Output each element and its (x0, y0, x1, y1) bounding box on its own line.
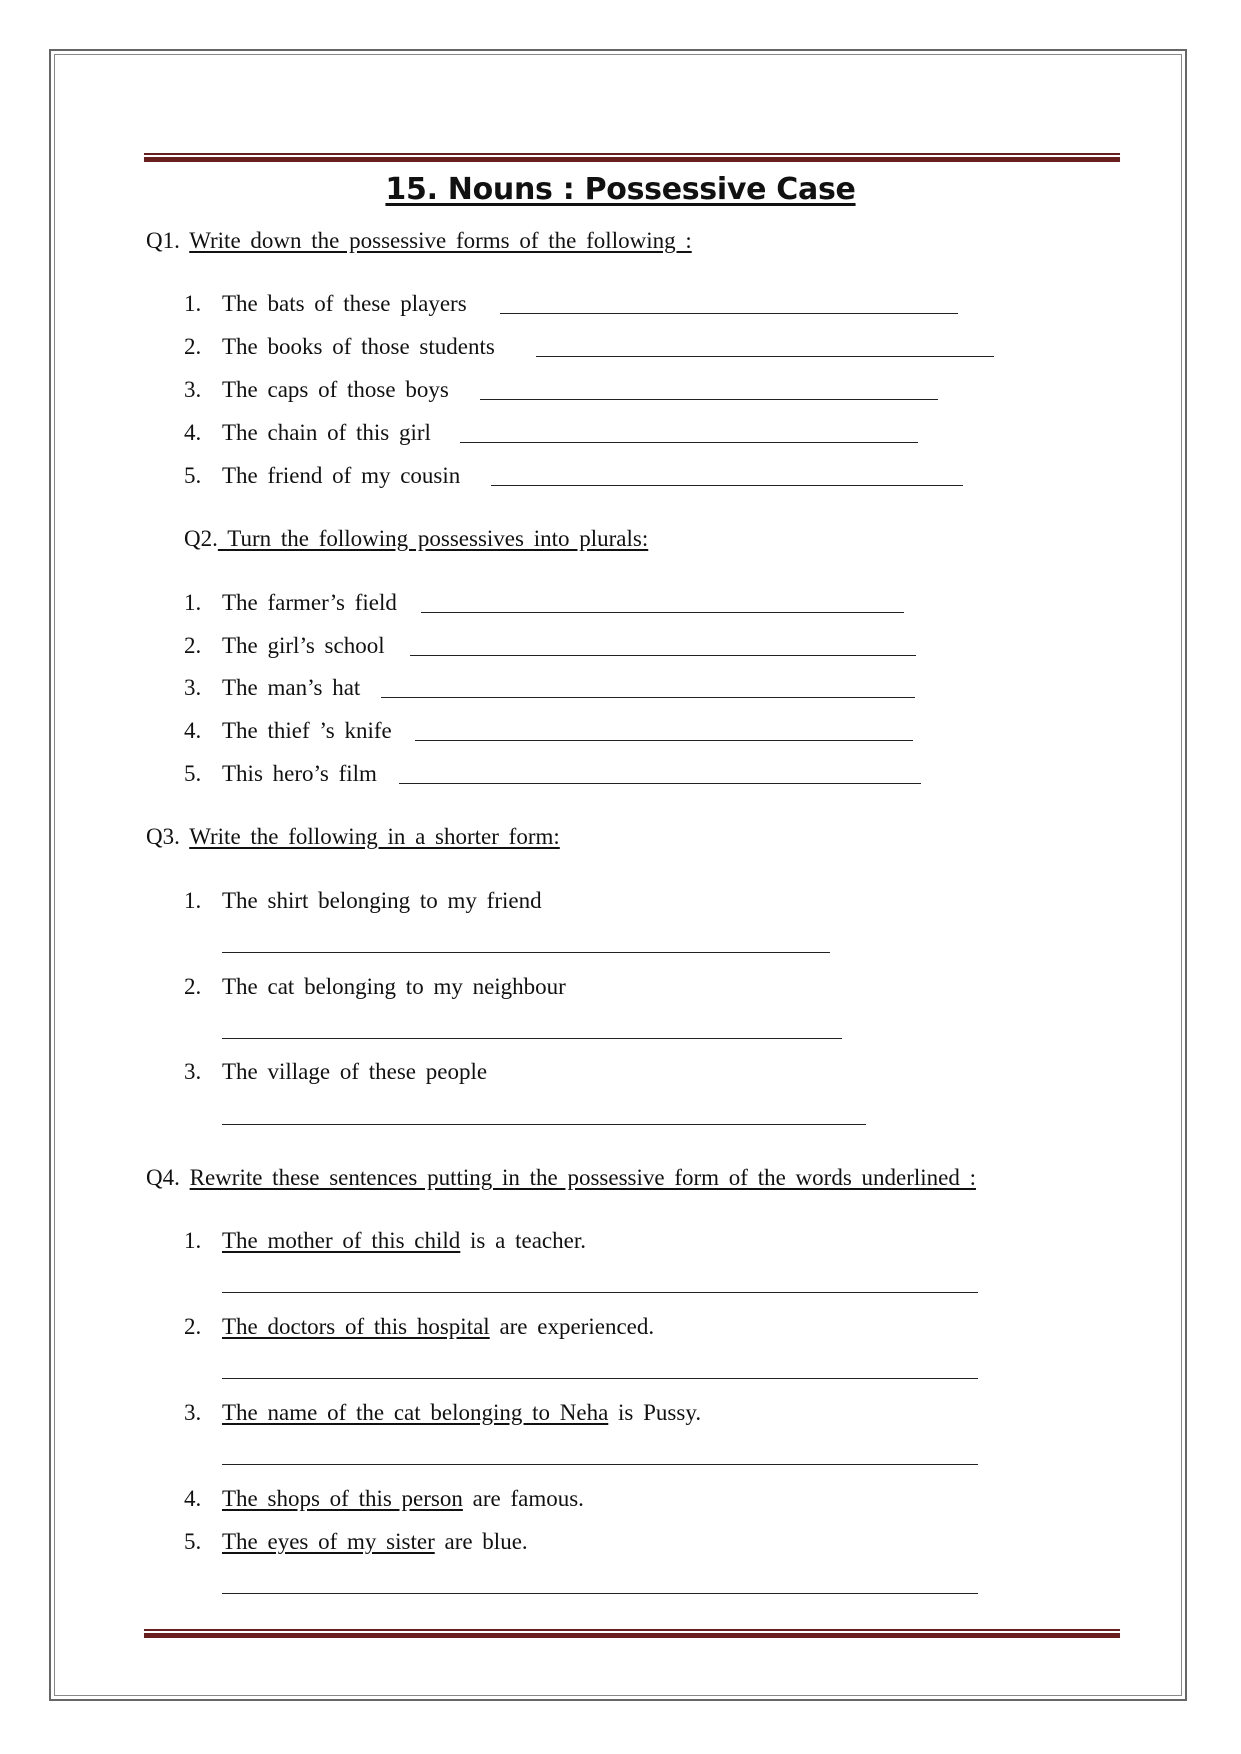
q2-item-2-answer-line[interactable] (410, 655, 916, 656)
bottom-divider (144, 1629, 1120, 1638)
q4-item-1-answer-line[interactable] (222, 1292, 978, 1293)
q4-item-2-rest: are experienced. (489, 1314, 655, 1339)
q1-item-4-number: 4. (184, 420, 202, 445)
q4-item-3-number: 3. (184, 1400, 202, 1425)
q3-label: Q3. (146, 824, 180, 849)
q4-instruction: Rewrite these sentences putting in the possessive form of the words underlined : (189, 1165, 977, 1190)
q4-item-4-number: 4. (184, 1486, 202, 1511)
q4-item-4-text (222, 1484, 584, 1514)
q3-item-2-text: The cat belonging to my neighbour (222, 974, 566, 999)
q2-item-3-number: 3. (184, 675, 202, 700)
q2-item-3-text: The man’s hat (222, 675, 361, 700)
q1-instruction: Write down the possessive forms of the following : (189, 228, 692, 253)
q2-instruction: Turn the following possessives into plurals: (217, 526, 649, 551)
q1-item-1-text: The bats of these players (222, 291, 467, 316)
q4-item-1-underlined: The mother of this child (222, 1228, 461, 1253)
q4-item-1-text (222, 1226, 586, 1256)
q1-item-2-number: 2. (184, 334, 202, 359)
q4-item-3-rest: is Pussy. (608, 1400, 702, 1425)
q1-item-4-answer-line[interactable] (460, 442, 918, 443)
q3-heading (146, 822, 560, 852)
q4-item-2-underlined: The doctors of this hospital (222, 1314, 490, 1339)
q3-item-3-number: 3. (184, 1059, 202, 1084)
q3-item-3-answer-line[interactable] (222, 1124, 866, 1125)
q2-item-3-answer-line[interactable] (381, 697, 915, 698)
q2-heading (184, 524, 648, 554)
q4-item-3-underlined: The name of the cat belonging to Neha (222, 1400, 609, 1425)
top-divider (144, 153, 1120, 162)
q4-item-2-text (222, 1312, 654, 1342)
q4-item-1-rest: is a teacher. (460, 1228, 586, 1253)
q1-item-5-answer-line[interactable] (491, 485, 963, 486)
q4-heading (146, 1163, 976, 1193)
q1-item-3-number: 3. (184, 377, 202, 402)
q1-item-5-text: The friend of my cousin (222, 463, 461, 488)
q4-item-2-answer-line[interactable] (222, 1378, 978, 1379)
q3-item-1-text: The shirt belonging to my friend (222, 888, 542, 913)
q3-item-3-text: The village of these people (222, 1059, 488, 1084)
q4-item-5-text (222, 1527, 528, 1557)
q1-item-2-answer-line[interactable] (536, 356, 994, 357)
q4-item-5-answer-line[interactable] (222, 1593, 978, 1594)
q3-item-1-answer-line[interactable] (222, 952, 830, 953)
q4-item-1-number: 1. (184, 1228, 202, 1253)
q1-item-5-number: 5. (184, 463, 202, 488)
q2-item-5-text: This hero’s film (222, 761, 377, 786)
q1-item-4-text: The chain of this girl (222, 420, 431, 445)
q2-item-5-answer-line[interactable] (399, 783, 921, 784)
q4-item-5-underlined: The eyes of my sister (222, 1529, 435, 1554)
q1-item-1-answer-line[interactable] (500, 313, 958, 314)
q2-item-1-number: 1. (184, 590, 202, 615)
q1-item-2-text: The books of those students (222, 334, 495, 359)
q2-item-1-answer-line[interactable] (421, 612, 904, 613)
q4-item-3-answer-line[interactable] (222, 1464, 978, 1465)
q3-item-2-answer-line[interactable] (222, 1038, 842, 1039)
q3-item-2-number: 2. (184, 974, 202, 999)
q2-item-1-text: The farmer’s field (222, 590, 397, 615)
q2-item-4-number: 4. (184, 718, 202, 743)
q4-label: Q4. (146, 1165, 180, 1190)
q1-heading (146, 226, 692, 256)
q4-item-4-underlined: The shops of this person (222, 1486, 463, 1511)
q2-label: Q2. (184, 526, 218, 551)
q1-item-3-answer-line[interactable] (480, 399, 938, 400)
q4-item-5-number: 5. (184, 1529, 202, 1554)
q1-label: Q1. (146, 228, 180, 253)
q2-item-2-text: The girl’s school (222, 633, 385, 658)
q1-item-1-number: 1. (184, 291, 202, 316)
q4-item-2-number: 2. (184, 1314, 202, 1339)
q2-item-4-answer-line[interactable] (415, 740, 913, 741)
q3-item-1-number: 1. (184, 888, 202, 913)
q4-item-5-rest: are blue. (434, 1529, 528, 1554)
q4-item-3-text (222, 1398, 701, 1428)
q2-item-4-text: The thief ’s knife (222, 718, 392, 743)
q3-instruction: Write the following in a shorter form: (189, 824, 560, 849)
q1-item-3-text: The caps of those boys (222, 377, 449, 402)
q4-item-4-rest: are famous. (462, 1486, 584, 1511)
page-title: 15. Nouns : Possessive Case (385, 172, 856, 207)
q2-item-5-number: 5. (184, 761, 202, 786)
q2-item-2-number: 2. (184, 633, 202, 658)
